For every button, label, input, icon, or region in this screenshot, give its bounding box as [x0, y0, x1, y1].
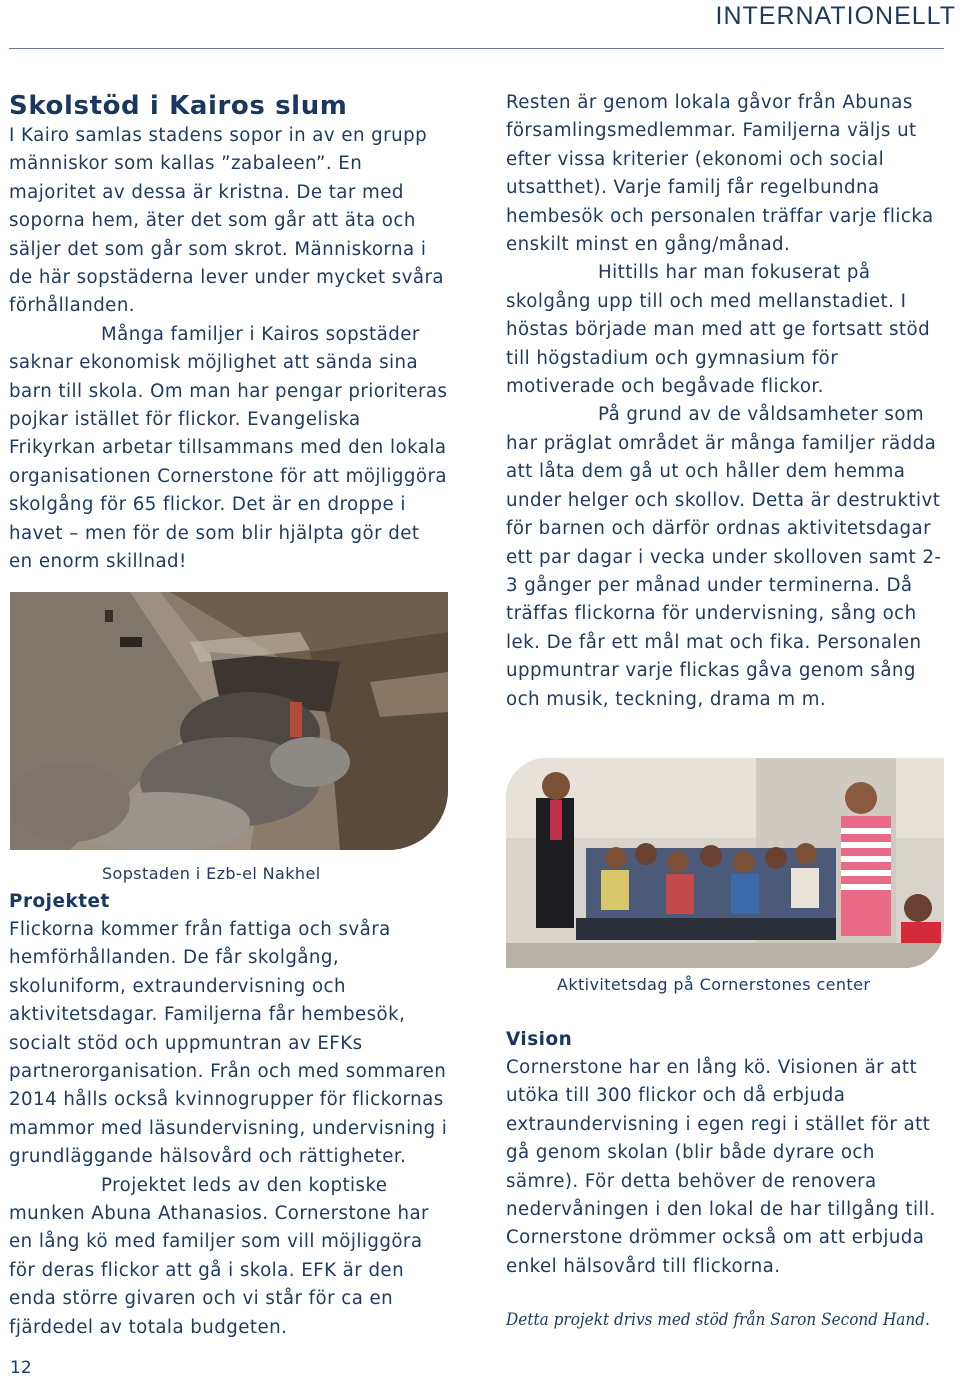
- page-number: 12: [10, 1358, 32, 1378]
- vision-paragraph: Cornerstone har en lång kö. Visionen är att utöka till 300 flickor och då erbjuda extraundervisning i egen regi i stället för att gå genom skolan (blir både dyrare och sämre). För detta behöver de renovera nedervåningen i den lokal de har tillgång till. Cornerstone drömmer också om att erbjuda enkel hälsovård till flickorna.: [506, 1057, 936, 1277]
- intro-paragraph-2: Många familjer i Kairos sopstäder saknar ekonomisk möjlighet att sända sina barn till skola. Om man har pengar prioriteras pojkar istället för flickor. Evangeliska Frikyrkan arbetar tillsammans med den lokala organisationen Cornerstone för att möjliggöra skolgång för 65 flickor. Det är en droppe i havet – men för de som blir hjälpta gör det en enorm skillnad!: [9, 323, 448, 573]
- classroom-photo-caption: Aktivitetsdag på Cornerstones center: [557, 975, 871, 994]
- project-paragraph-2: Projektet leds av den koptiske munken Abuna Athanasios. Cornerstone har en lång kö med familjer som vill möjliggöra för deras flickor att gå i skola. EFK är den enda större givaren och vi står för ca en fjärdedel av totala budgeten.: [9, 1174, 429, 1338]
- right-column-top: [506, 89, 946, 714]
- article-title: Skolstöd i Kairos slum: [9, 91, 348, 121]
- project-paragraph-1: Flickorna kommer från fattiga och svåra hemförhållanden. De får skolgång, skoluniform, extraundervisning och aktivitetsdagar. Familjerna får hembesök, socialt stöd och uppmuntran av EFKs partnerorganisation. Från och med sommaren 2014 hålls också kvinnogrupper för flickornas mammor med läsundervisning, undervisning i grundläggande hälsovård och rättigheter.: [9, 919, 448, 1168]
- section-label: INTERNATIONELLT: [715, 2, 956, 30]
- right-paragraph-3: På grund av de våldsamheter som har präglat området är många familjer rädda att låta dem gå ut och håller dem hemma under helger och skollov. Detta är destruktivt för barnen och därför ordnas aktivitetsdagar ett par dagar i vecka under skolloven samt 2-3 gånger per månad under terminerna. Då träffas flickorna för undervisning, sång och lek. De får ett mål mat och fika. Personalen uppmuntrar varje flickas gåva genom sång och musik, teckning, drama m m.: [506, 404, 942, 710]
- project-credit: Detta projekt drivs med stöd från Saron Second Hand.: [506, 1310, 930, 1330]
- right-paragraph-1: Resten är genom lokala gåvor från Abunas församlingsmedlemmar. Familjerna väljs ut efter vissa kriterier (ekonomi och social utsatthet). Varje familj får regelbundna hembesök och personalen träffar varje flicka enskilt minst en gång/månad.: [506, 92, 934, 256]
- left-column-top: [9, 90, 449, 577]
- right-column-bottom: [506, 1026, 946, 1281]
- intro-paragraph-1: I Kairo samlas stadens sopor in av en grupp människor som kallas ”zabaleen”. En majoritet av dessa är kristna. De tar med soporna hem, äter det som går att äta och säljer det som går som skrot. Människorna i de här sopstäderna lever under mycket svåra förhållanden.: [9, 125, 445, 317]
- project-heading: Projektet: [9, 891, 110, 912]
- header-rule: [9, 48, 944, 49]
- left-column-bottom: [9, 888, 449, 1342]
- vision-heading: Vision: [506, 1029, 573, 1050]
- slum-photo: [10, 592, 448, 850]
- right-paragraph-2: Hittills har man fokuserat på skolgång upp till och med mellanstadiet. I höstas började man med att ge fortsatt stöd till högstadium och gymnasium för motiverade och begåvade flickor.: [506, 262, 931, 398]
- slum-photo-caption: Sopstaden i Ezb-el Nakhel: [102, 864, 321, 883]
- classroom-photo: [506, 758, 944, 968]
